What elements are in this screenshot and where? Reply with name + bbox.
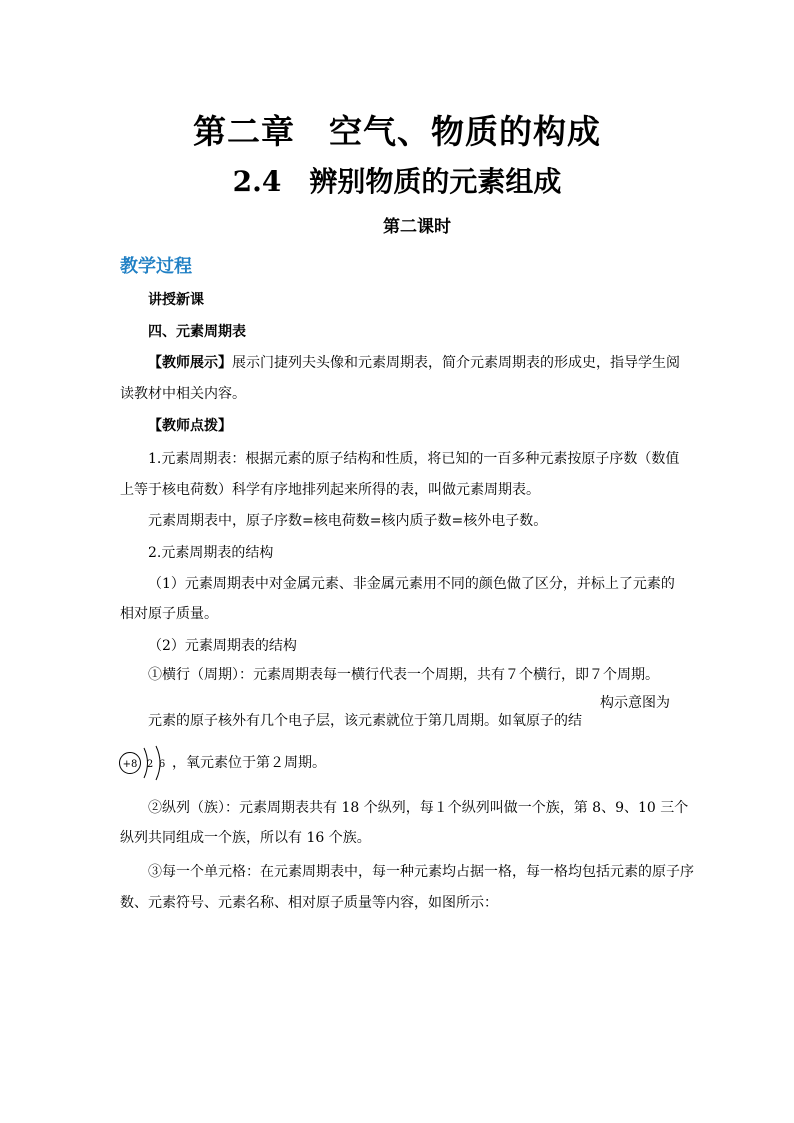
p3-line: 2.元素周期表的结构 — [148, 545, 274, 561]
p5-line: （2）元素周期表的结构 — [148, 638, 297, 654]
p8-line2: 数、元素符号、元素名称、相对原子质量等内容，如图所示： — [120, 895, 498, 911]
p7-line2: 纵列共同组成一个族，所以有 16 个族。 — [120, 830, 371, 846]
p1-line1: 1.元素周期表：根据元素的原子结构和性质，将已知的一百多种元素按原子序数（数值 — [148, 451, 680, 467]
p6-after-diagram: ，氧元素位于第２周期。 — [172, 755, 326, 771]
teacher-show-line1 — [148, 353, 680, 373]
p4-line1: （1）元素周期表中对金属元素、非金属元素用不同的颜色做了区分，并标上了元素的 — [148, 576, 675, 592]
section-title: 2.4 辨别物质的元素组成 — [232, 165, 562, 198]
chapter-title: 第二章 空气、物质的构成 — [193, 112, 601, 151]
oxygen-atom-structure-diagram — [118, 744, 170, 782]
atom-shell1-label: 2 — [146, 759, 154, 770]
atom-nucleus-label: +8 — [122, 759, 138, 770]
p6-line1: ①横行（周期）：元素周期表每一横行代表一个周期，共有７个横行，即７个周期。 — [148, 667, 659, 683]
process-heading: 教学过程 — [120, 256, 192, 277]
p8-line1: ③每一个单元格：在元素周期表中，每一种元素均占据一格，每一格均包括元素的原子序 — [148, 864, 694, 880]
teacher-show-text1: 展示门捷列夫头像和元素周期表，简介元素周期表的形成史，指导学生阅 — [232, 355, 680, 371]
teacher-show-line2: 读教材中相关内容。 — [120, 386, 246, 402]
p6-line2: 元素的原子核外有几个电子层，该元素就位于第几周期。如氧原子的结 — [148, 713, 582, 729]
p2-line: 元素周期表中，原子序数=核电荷数=核内质子数=核外电子数。 — [148, 513, 548, 529]
teacher-tip-label: 【教师点拨】 — [148, 418, 232, 434]
part-heading: 四、元素周期表 — [148, 324, 246, 340]
new-lesson-label: 讲授新课 — [148, 292, 204, 308]
teacher-show-label: 【教师展示】 — [148, 355, 232, 371]
atom-shell2-label: 6 — [158, 759, 166, 770]
p4-line2: 相对原子质量。 — [120, 606, 218, 622]
p7-line1: ②纵列（族）：元素周期表共有 18 个纵列，每１个纵列叫做一个族，第 8、9、10 三个 — [148, 800, 689, 816]
p6-right-note: 构示意图为 — [600, 695, 670, 711]
lesson-title: 第二课时 — [383, 217, 451, 237]
p1-line2: 上等于核电荷数）科学有序地排列起来所得的表，叫做元素周期表。 — [120, 482, 540, 498]
